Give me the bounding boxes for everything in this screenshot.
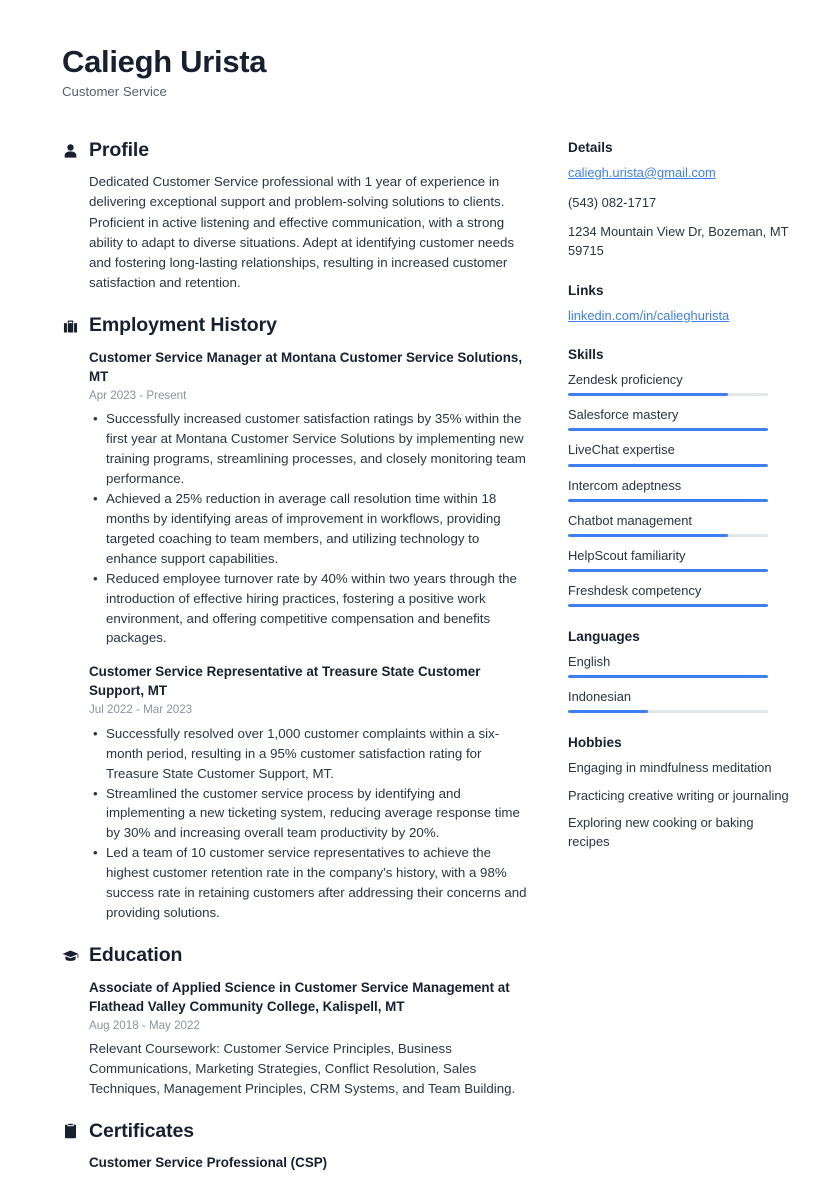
briefcase-icon: [62, 317, 79, 336]
skill-bar-track: [568, 569, 768, 572]
section-header-certificates: [62, 1121, 532, 1142]
skill-bar-track: [568, 393, 768, 396]
language-row: [568, 688, 793, 713]
list-item: • Streamlined the customer service process by identifying and implementing a new ticketing system, reducing average response time by 30% and increasing overall team productivity by 20%.: [106, 784, 532, 844]
education-entry: [89, 978, 532, 1099]
section-body-certificates: [62, 1153, 532, 1172]
sidebar-section-skills: [568, 347, 793, 606]
profile-text: Dedicated Customer Service professional with 1 year of experience in delivering exceptional support and problem-solving solutions to clients. Proficient in active listening and effective communication, with a strong ability to adapt to diverse situations. Adept at identifying customer needs and fostering long-lasting relationships, resulting in increased customer satisfaction and retention.: [89, 174, 515, 291]
skill-row: [568, 512, 793, 537]
section-title-employment: Employment History: [89, 314, 277, 337]
sidebar-section-links: [568, 283, 793, 326]
language-label: Indonesian: [568, 688, 632, 704]
user-icon: [62, 141, 79, 160]
list-item: • Achieved a 25% reduction in average call resolution time within 18 months by identifying areas of improvement in workflows, providing targeted coaching to team members, and utilizing technology to enhance support capabilities.: [106, 489, 532, 569]
employment-entry-title: Customer Service Representative at Treasure State Customer Support, MT: [89, 664, 481, 699]
skill-bar-fill: [568, 604, 768, 607]
skill-label: Salesforce mastery: [568, 407, 679, 423]
list-item: • Reduced employee turnover rate by 40% within two years through the introduction of effective hiring practices, fostering a positive work environment, and offering competitive compensation and benefits packages.: [106, 569, 532, 649]
candidate-job-title: Customer Service: [62, 83, 167, 99]
skill-bar-track: [568, 428, 768, 431]
hobby-item: Engaging in mindfulness meditation: [568, 759, 772, 775]
sidebar-section-languages: [568, 629, 793, 713]
employment-entry-title: Customer Service Manager at Montana Customer Service Solutions, MT: [89, 349, 523, 384]
contact-phone: (543) 082-1717: [568, 194, 657, 210]
language-bar-track: [568, 675, 768, 678]
language-bar-fill: [568, 710, 648, 713]
skill-label: Intercom adeptness: [568, 477, 682, 493]
link-row[interactable]: [568, 307, 793, 326]
section-title-education: Education: [89, 944, 183, 967]
section-certificates: [62, 1121, 532, 1172]
skill-label: Chatbot management: [568, 512, 692, 528]
email-link[interactable]: caliegh.urista@gmail.com: [568, 164, 716, 180]
language-row: [568, 653, 793, 678]
education-entry-description: Relevant Coursework: Customer Service Principles, Business Communications, Marketing Strategies, Conflict Resolution, Sales Techniques, Management Principles, CRM Systems, and Team Building.: [89, 1040, 516, 1096]
candidate-name: Caliegh Urista: [62, 44, 267, 79]
skill-row: [568, 582, 793, 607]
skill-row: [568, 441, 793, 466]
skill-row: [568, 406, 793, 431]
employment-entry: [89, 348, 532, 649]
section-body-profile: [62, 172, 532, 293]
employment-entry-bullets: [89, 409, 532, 648]
language-label: English: [568, 653, 611, 669]
certificate-entry: [89, 1153, 532, 1172]
resume-header: [62, 44, 771, 100]
contact-address: 1234 Mountain View Dr, Bozeman, MT 59715: [568, 224, 789, 258]
skill-bar-fill: [568, 499, 768, 502]
certificate-entry-title: Customer Service Professional (CSP): [89, 1155, 328, 1171]
skill-bar-fill: [568, 428, 768, 431]
hobby-item: Exploring new cooking or baking recipes: [568, 815, 754, 849]
employment-entry-bullets: [89, 724, 532, 923]
section-body-education: [62, 978, 532, 1099]
section-employment-history: [62, 315, 532, 923]
employment-entry-date: Jul 2022 - Mar 2023: [89, 703, 193, 717]
skill-bar-track: [568, 499, 768, 502]
education-entry-title: Associate of Applied Science in Customer Service Management at Flathead Valley Community College, Kalispell, MT: [89, 979, 510, 1014]
list-item: • Successfully increased customer satisfaction ratings by 35% within the first year at Montana Customer Service Solutions by implementing new training programs, streamlining processes, and closely monitoring team performance.: [106, 409, 532, 489]
skill-row: [568, 477, 793, 502]
sidebar-title-links: Links: [568, 282, 604, 298]
skill-bar-fill: [568, 569, 768, 572]
employment-entry: [89, 662, 532, 923]
skill-bar-fill: [568, 464, 768, 467]
sidebar-title-details: Details: [568, 139, 613, 155]
skill-label: Zendesk proficiency: [568, 372, 683, 388]
section-title-profile: Profile: [89, 138, 149, 161]
section-header-employment: [62, 315, 532, 336]
contact-email[interactable]: [568, 164, 793, 183]
hobby-item: Practicing creative writing or journaling: [568, 787, 789, 803]
section-header-profile: [62, 140, 532, 161]
clipboard-icon: [62, 1122, 79, 1141]
list-item: • Led a team of 10 customer service representatives to achieve the highest customer retention rate in the company's history, with a 98% success rate in retaining customers after addressing their concerns and providing solutions.: [106, 843, 532, 923]
section-profile: [62, 140, 532, 294]
main-column: [62, 140, 532, 1178]
section-header-education: [62, 945, 532, 966]
education-entry-date: Aug 2018 - May 2022: [89, 1018, 200, 1032]
skill-row: [568, 547, 793, 572]
section-title-certificates: Certificates: [89, 1119, 195, 1142]
skill-bar-fill: [568, 393, 728, 396]
sidebar-section-details: [568, 140, 793, 261]
skill-bar-fill: [568, 534, 728, 537]
section-education: [62, 945, 532, 1099]
section-body-employment: [62, 348, 532, 923]
sidebar-title-hobbies: Hobbies: [568, 734, 622, 750]
list-item: • Successfully resolved over 1,000 customer complaints within a six-month period, resulting in a 95% customer satisfaction rating for Treasure State Customer Support, MT.: [106, 724, 532, 784]
resume-columns: [62, 138, 789, 1178]
skill-bar-track: [568, 464, 768, 467]
language-bar-track: [568, 710, 768, 713]
skill-label: Freshdesk competency: [568, 582, 702, 598]
skill-bar-track: [568, 604, 768, 607]
skill-bar-track: [568, 534, 768, 537]
skill-row: [568, 371, 793, 396]
skill-label: LiveChat expertise: [568, 442, 675, 458]
sidebar-title-languages: Languages: [568, 628, 640, 644]
sidebar-column: [568, 140, 793, 874]
sidebar-section-hobbies: [568, 735, 793, 852]
graduation-cap-icon: [62, 946, 79, 965]
linkedin-link[interactable]: linkedin.com/in/calieghurista: [568, 307, 730, 323]
language-bar-fill: [568, 675, 768, 678]
sidebar-title-skills: Skills: [568, 347, 604, 363]
employment-entry-date: Apr 2023 - Present: [89, 388, 187, 402]
skill-label: HelpScout familiarity: [568, 547, 686, 563]
